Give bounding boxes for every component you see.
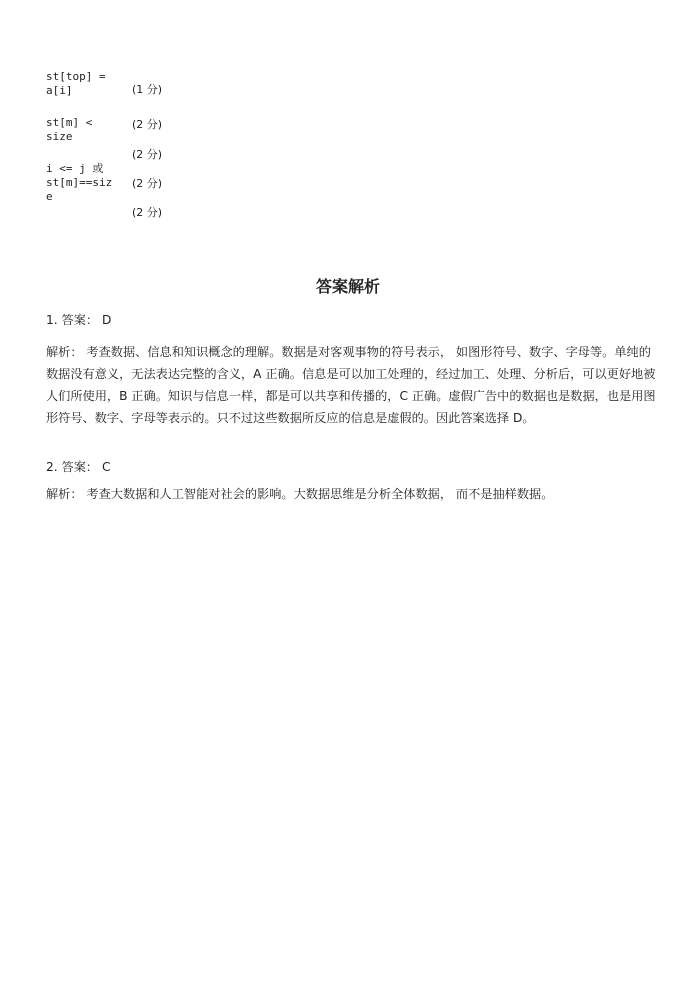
- score-1: (1 分): [132, 83, 163, 96]
- code-answer-block: [46, 68, 206, 228]
- score-4: (2 分): [132, 177, 163, 190]
- answer-1-analysis: 解析： 考查数据、信息和知识概念的理解。数据是对客观事物的符号表示， 如图形符号、数字、字母等。单纯的数据没有意义，无法表达完整的含义，A 正确。信息是可以加工处理的，经过加工、处理、分析后，可以更好地被人们所使用，B 正确。知识与信息一样，都是可以共享和传播的，C 正确。虚假广告中的数据也是数据，也是用图形符号、数字、字母等表示的。只不过这些数据所反应的信息是虚假的。因此答案选择 D。: [46, 345, 656, 425]
- score-5: (2 分): [132, 206, 163, 219]
- answer-2-analysis: 解析： 考查大数据和人工智能对社会的影响。大数据思维是分析全体数据， 而不是抽样数据。: [46, 487, 554, 501]
- answer-1-line: 1. 答案： D: [46, 313, 112, 327]
- code-line-2: st[m] < size: [46, 116, 93, 143]
- code-line-1: st[top] = a[i]: [46, 70, 106, 97]
- score-2: (2 分): [132, 118, 163, 131]
- answer-2-line: 2. 答案： C: [46, 460, 111, 474]
- section-title: 答案解析: [315, 277, 380, 296]
- code-line-4: i <= j 或 st[m]==siz e: [46, 162, 113, 203]
- score-3: (2 分): [132, 148, 163, 161]
